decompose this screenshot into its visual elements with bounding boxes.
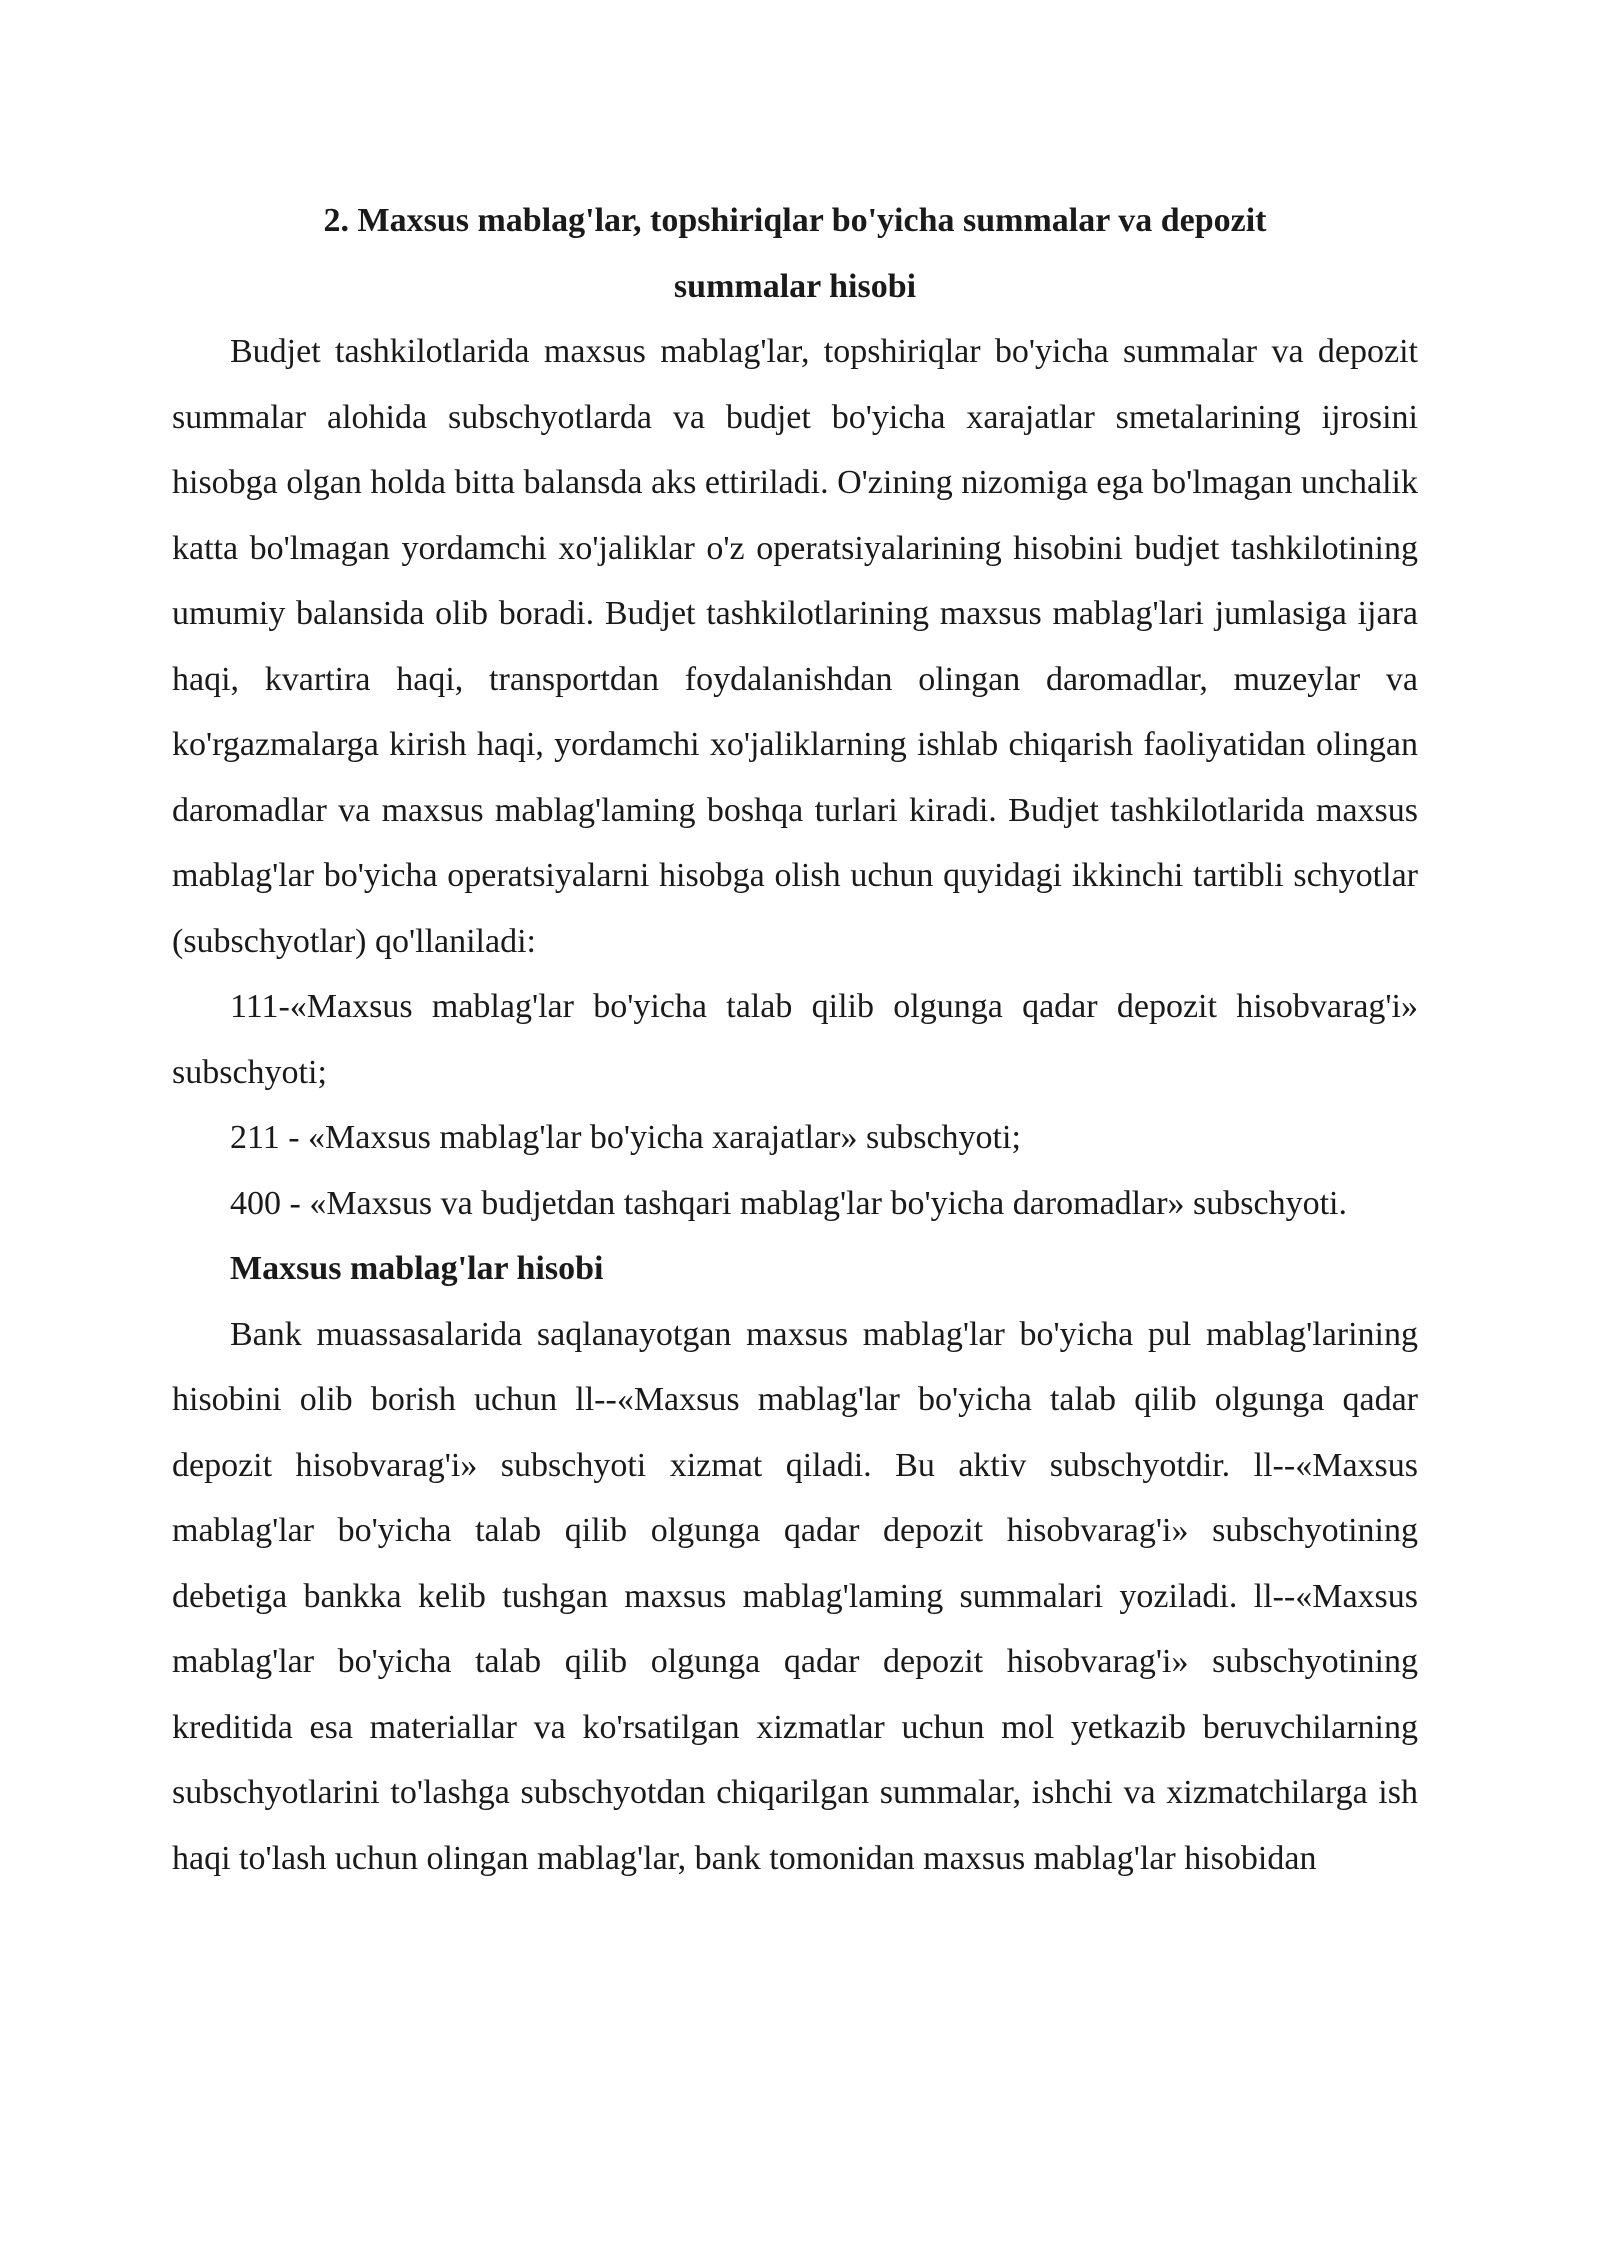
section-title-line-1: 2. Maxsus mablag'lar, topshiriqlar bo'yicha summalar va depozit	[323, 202, 1267, 239]
body-paragraph: Bank muassasalarida saqlanayotgan maxsus mablag'lar bo'yicha pul mablag'larining hisobini olib borish uchun ll--«Maxsus mablag'lar bo'yicha talab qilib olgunga qadar depozit hisobvarag'i» subschyoti xizmat qiladi. Bu aktiv subschyotdir. ll--«Maxsus mablag'lar bo'yicha talab qilib olgunga qadar depozit hisobvarag'i» subschyotining debetiga bankka kelib tushgan maxsus mablag'laming summalari yoziladi. ll--«Maxsus mablag'lar bo'yicha talab qilib olgunga qadar depozit hisobvarag'i» subschyotining kreditida esa materiallar va ko'rsatilgan xizmatlar uchun mol yetkazib beruvchilarning subschyotlarini to'lashga subschyotdan chiqarilgan summalar, ishchi va xizmatchilarga ish haqi to'lash uchun olingan mablag'lar, bank tomonidan maxsus mablag'lar hisobidan	[172, 1315, 1418, 1877]
subaccount-211-paragraph: 211 - «Maxsus mablag'lar bo'yicha xarajatlar» subschyoti;	[230, 1119, 1021, 1156]
section-title	[172, 188, 1418, 319]
section-title-line-2: summalar hisobi	[673, 267, 917, 305]
subaccount-400-paragraph: 400 - «Maxsus va budjetdan tashqari mablag'lar bo'yicha daromadlar» subschyoti.	[230, 1184, 1347, 1222]
subaccount-111-paragraph: 111-«Maxsus mablag'lar bo'yicha talab qilib olgunga qadar depozit hisobvarag'i» subschyoti;	[172, 988, 1418, 1091]
intro-paragraph: Budjet tashkilotlarida maxsus mablag'lar, topshiriqlar bo'yicha summalar va depozit summalar alohida subschyotlarda va budjet bo'yicha xarajatlar smetalarining ijrosini hisobga olgan holda bitta balansda aks ettiriladi. O'zining nizomiga ega bo'lmagan unchalik katta bo'lmagan yordamchi xo'jaliklar o'z operatsiyalarining hisobini budjet tashkilotining umumiy balansida olib boradi. Budjet tashkilotlarining maxsus mablag'lari jumlasiga ijara haqi, kvartira haqi, transportdan foydalanishdan olingan daromadlar, muzeylar va ko'rgazmalarga kirish haqi, yordamchi xo'jaliklarning ishlab chiqarish faoliyatidan olingan daromadlar va maxsus mablag'laming boshqa turlari kiradi. Budjet tashkilotlarida maxsus mablag'lar bo'yicha operatsiyalarni hisobga olish uchun quyidagi ikkinchi tartibli schyotlar (subschyotlar) qo'llaniladi:	[172, 333, 1418, 960]
subheading: Maxsus mablag'lar hisobi	[230, 1250, 604, 1287]
document-page	[172, 188, 1418, 1891]
